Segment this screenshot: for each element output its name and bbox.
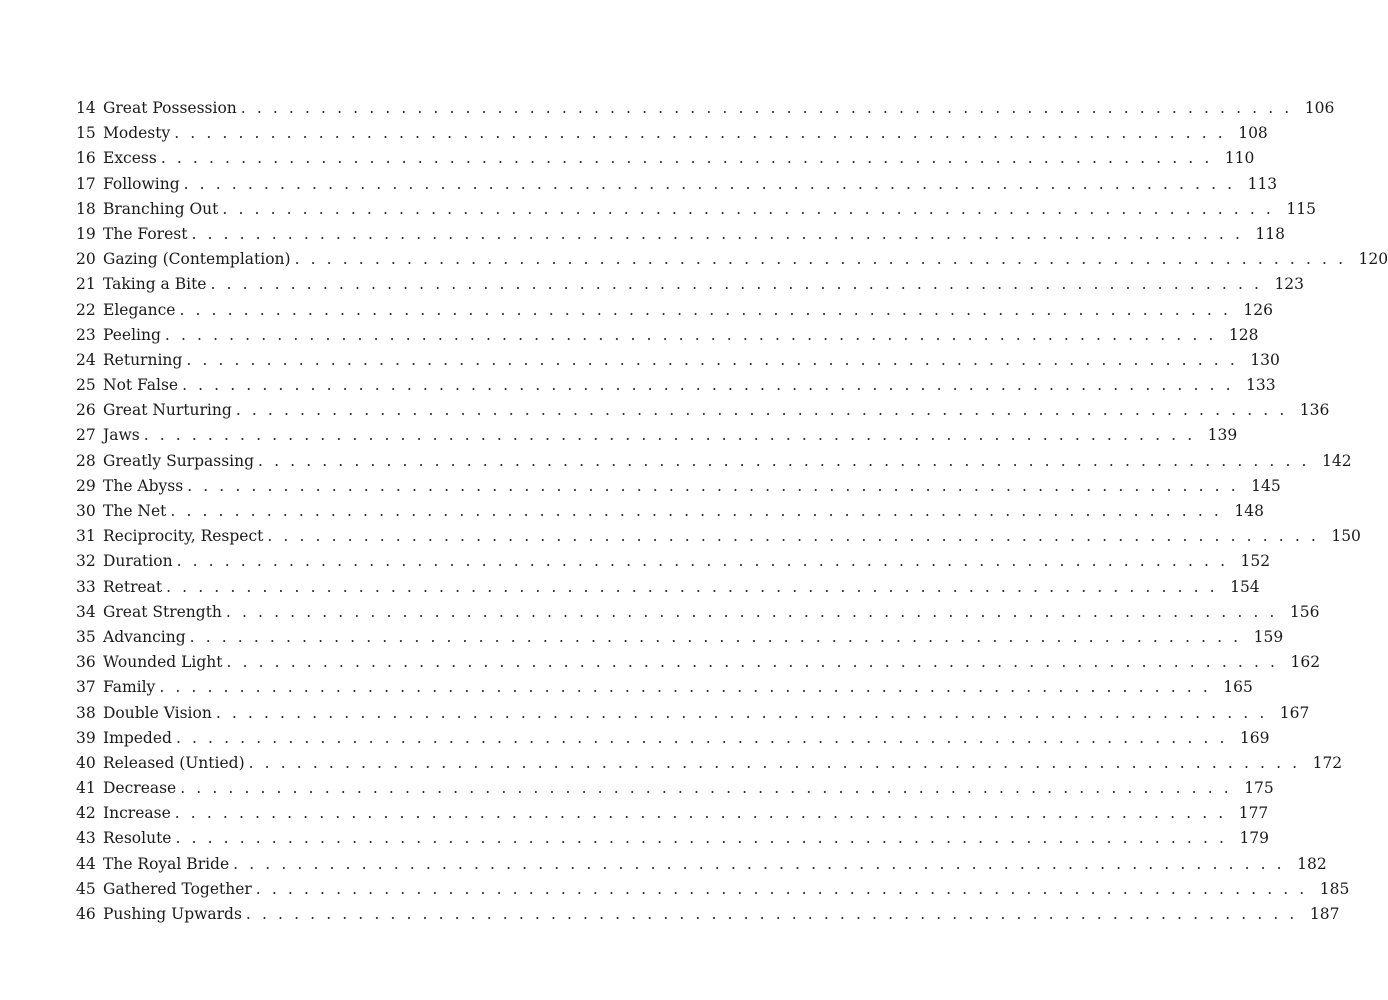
toc-entry[interactable] bbox=[76, 146, 1255, 171]
toc-entry-page: 128 bbox=[1228, 325, 1259, 344]
dot-leader: . . . . . . . . . . . . . . . . . . . . . . . . . . . . . . . . . . . . . . . . . . . . . . . . . . . . . . . . . . . . . . . . . . bbox=[175, 829, 1228, 848]
toc-entry-title: Elegance bbox=[103, 300, 176, 319]
dot-leader: . . . . . . . . . . . . . . . . . . . . . . . . . . . . . . . . . . . . . . . . . . . . . . . . . . . . . . . . . . . . . . . . . . bbox=[180, 779, 1232, 798]
toc-entry-page: 182 bbox=[1297, 854, 1327, 873]
toc-entry-number: 40 bbox=[76, 753, 96, 772]
toc-entry-number: 15 bbox=[76, 124, 96, 143]
toc-entry-title: Increase bbox=[103, 804, 171, 823]
toc-entry-title: Great Nurturing bbox=[103, 401, 232, 420]
toc-entry-number: 35 bbox=[76, 627, 96, 646]
toc-entry-title: The Abyss bbox=[103, 476, 184, 495]
toc-entry-page: 148 bbox=[1234, 502, 1264, 520]
toc-entry-title: Gathered Together bbox=[103, 879, 252, 898]
toc-entry-page: 139 bbox=[1207, 426, 1238, 445]
toc-entry[interactable] bbox=[76, 625, 1284, 650]
dot-leader: . . . . . . . . . . . . . . . . . . . . . . . . . . . . . . . . . . . . . . . . . . . . . . . . . . . . . . . . . . . . . . . . . . bbox=[294, 250, 1347, 269]
toc-entry-number: 45 bbox=[76, 879, 96, 898]
toc-entry-page: 187 bbox=[1309, 905, 1340, 923]
toc-entry-title: The Net bbox=[103, 502, 167, 520]
toc-entry-title: Following bbox=[103, 174, 180, 193]
toc-entry-number: 25 bbox=[76, 376, 96, 395]
dot-leader: . . . . . . . . . . . . . . . . . . . . . . . . . . . . . . . . . . . . . . . . . . . . . . . . . . . . . . . . . . . . . . . . . . bbox=[191, 224, 1243, 243]
dot-leader: . . . . . . . . . . . . . . . . . . . . . . . . . . . . . . . . . . . . . . . . . . . . . . . . . . . . . . . . . . . . . . . . . . bbox=[179, 300, 1231, 319]
toc-entry[interactable] bbox=[76, 348, 1280, 373]
dot-leader: . . . . . . . . . . . . . . . . . . . . . . . . . . . . . . . . . . . . . . . . . . . . . . . . . . . . . . . . . . . . . . . . . . bbox=[258, 451, 1310, 470]
toc-entry[interactable] bbox=[76, 726, 1270, 751]
dot-leader: . . . . . . . . . . . . . . . . . . . . . . . . . . . . . . . . . . . . . . . . . . . . . . . . . . . . . . . . . . . . . . . . . . bbox=[143, 426, 1196, 445]
toc-entry-page: 113 bbox=[1247, 174, 1278, 193]
toc-entry-page: 177 bbox=[1238, 804, 1269, 823]
toc-entry-page: 162 bbox=[1290, 653, 1321, 672]
toc-entry-number: 43 bbox=[76, 829, 96, 848]
dot-leader: . . . . . . . . . . . . . . . . . . . . . . . . . . . . . . . . . . . . . . . . . . . . . . . . . . . . . . . . . . . . . . . . . . bbox=[183, 174, 1236, 193]
toc-entry-number: 18 bbox=[76, 199, 96, 218]
toc-entry[interactable] bbox=[76, 575, 1260, 600]
dot-leader: . . . . . . . . . . . . . . . . . . . . . . . . . . . . . . . . . . . . . . . . . . . . . . . . . . . . . . . . . . . . . . . . . . bbox=[159, 678, 1211, 697]
toc-entry-number: 38 bbox=[76, 703, 96, 722]
toc-entry-page: 123 bbox=[1274, 275, 1305, 294]
toc-entry-page: 142 bbox=[1321, 451, 1352, 470]
toc-entry-number: 27 bbox=[76, 426, 96, 445]
dot-leader: . . . . . . . . . . . . . . . . . . . . . . . . . . . . . . . . . . . . . . . . . . . . . . . . . . . . . . . . . . . . . . . . . . bbox=[226, 653, 1279, 672]
toc-entry[interactable] bbox=[76, 877, 1350, 902]
dot-leader: . . . . . . . . . . . . . . . . . . . . . . . . . . . . . . . . . . . . . . . . . . . . . . . . . . . . . . . . . . . . . . . . . . bbox=[267, 527, 1319, 546]
toc-entry[interactable] bbox=[76, 298, 1273, 323]
toc-entry-page: 154 bbox=[1230, 577, 1260, 596]
toc-entry[interactable] bbox=[76, 701, 1310, 726]
toc-entry[interactable] bbox=[76, 398, 1330, 423]
dot-leader: . . . . . . . . . . . . . . . . . . . . . . . . . . . . . . . . . . . . . . . . . . . . . . . . . . . . . . . . . . . . . . . . . . bbox=[233, 854, 1285, 873]
toc-entry[interactable] bbox=[76, 852, 1327, 877]
dot-leader: . . . . . . . . . . . . . . . . . . . . . . . . . . . . . . . . . . . . . . . . . . . . . . . . . . . . . . . . . . . . . . . . . . bbox=[174, 804, 1227, 823]
toc-entry-title: Returning bbox=[103, 350, 183, 369]
toc-entry-page: 179 bbox=[1239, 829, 1270, 848]
toc-entry[interactable] bbox=[76, 751, 1343, 776]
toc-entry-title: Great Strength bbox=[103, 602, 222, 621]
dot-leader: . . . . . . . . . . . . . . . . . . . . . . . . . . . . . . . . . . . . . . . . . . . . . . . . . . . . . . . . . . . . . . . . . . bbox=[235, 401, 1288, 420]
toc-entry-page: 175 bbox=[1244, 779, 1274, 798]
toc-entry-title: Wounded Light bbox=[103, 653, 223, 672]
dot-leader: . . . . . . . . . . . . . . . . . . . . . . . . . . . . . . . . . . . . . . . . . . . . . . . . . . . . . . . . . . . . . . . . . . bbox=[164, 325, 1217, 344]
toc-entry-title: Excess bbox=[103, 149, 157, 168]
dot-leader: . . . . . . . . . . . . . . . . . . . . . . . . . . . . . . . . . . . . . . . . . . . . . . . . . . . . . . . . . . . . . . . . . . bbox=[248, 753, 1301, 772]
dot-leader: . . . . . . . . . . . . . . . . . . . . . . . . . . . . . . . . . . . . . . . . . . . . . . . . . . . . . . . . . . . . . . . . . . bbox=[222, 199, 1274, 218]
toc-entry[interactable] bbox=[76, 600, 1320, 625]
toc-entry-title: Not False bbox=[103, 376, 179, 395]
toc-entry[interactable] bbox=[76, 826, 1270, 851]
toc-entry-title: The Forest bbox=[103, 224, 188, 243]
toc-entry-title: Jaws bbox=[103, 426, 140, 445]
toc-entry[interactable] bbox=[76, 524, 1361, 549]
toc-entry-number: 31 bbox=[76, 527, 96, 546]
toc-entry-title: Resolute bbox=[103, 829, 172, 848]
toc-entry-number: 20 bbox=[76, 250, 96, 269]
toc-entry-number: 14 bbox=[76, 99, 96, 117]
toc-entry-number: 37 bbox=[76, 678, 96, 697]
toc-entry[interactable] bbox=[76, 247, 1388, 272]
toc-entry-title: Modesty bbox=[103, 124, 171, 143]
dot-leader: . . . . . . . . . . . . . . . . . . . . . . . . . . . . . . . . . . . . . . . . . . . . . . . . . . . . . . . . . . . . . . . . . . bbox=[215, 703, 1268, 722]
toc-entry-page: 165 bbox=[1223, 678, 1253, 697]
toc-entry-number: 17 bbox=[76, 174, 96, 193]
toc-entry-title: Retreat bbox=[103, 577, 163, 596]
toc-entry-number: 23 bbox=[76, 325, 96, 344]
toc-entry-number: 44 bbox=[76, 854, 96, 873]
toc-entry[interactable] bbox=[76, 172, 1278, 197]
toc-entry-number: 22 bbox=[76, 300, 96, 319]
toc-entry-number: 16 bbox=[76, 149, 96, 168]
dot-leader: . . . . . . . . . . . . . . . . . . . . . . . . . . . . . . . . . . . . . . . . . . . . . . . . . . . . . . . . . . . . . . . . . . bbox=[176, 552, 1229, 571]
toc-entry[interactable] bbox=[76, 675, 1253, 700]
toc-entry-page: 106 bbox=[1304, 99, 1335, 117]
toc-entry-number: 26 bbox=[76, 401, 96, 420]
toc-entry[interactable] bbox=[76, 549, 1271, 574]
toc-entry-number: 28 bbox=[76, 451, 96, 470]
table-of-contents bbox=[76, 96, 1388, 927]
toc-entry-title: Double Vision bbox=[103, 703, 212, 722]
toc-entry[interactable] bbox=[76, 272, 1305, 297]
toc-entry-number: 39 bbox=[76, 728, 96, 747]
toc-entry-number: 24 bbox=[76, 350, 96, 369]
toc-entry[interactable] bbox=[76, 902, 1340, 927]
dot-leader: . . . . . . . . . . . . . . . . . . . . . . . . . . . . . . . . . . . . . . . . . . . . . . . . . . . . . . . . . . . . . . . . . . bbox=[160, 149, 1213, 168]
toc-entry-page: 108 bbox=[1238, 124, 1268, 143]
toc-entry-page: 156 bbox=[1289, 602, 1320, 621]
toc-entry[interactable] bbox=[76, 449, 1352, 474]
toc-entry-title: Gazing (Contemplation) bbox=[103, 250, 291, 269]
toc-entry-number: 21 bbox=[76, 275, 96, 294]
toc-entry-page: 118 bbox=[1255, 224, 1285, 243]
toc-entry[interactable] bbox=[76, 222, 1285, 247]
dot-leader: . . . . . . . . . . . . . . . . . . . . . . . . . . . . . . . . . . . . . . . . . . . . . . . . . . . . . . . . . . . . . . . . . . bbox=[166, 577, 1218, 596]
toc-entry-title: Taking a Bite bbox=[103, 275, 207, 294]
dot-leader: . . . . . . . . . . . . . . . . . . . . . . . . . . . . . . . . . . . . . . . . . . . . . . . . . . . . . . . . . . . . . . . . . . bbox=[210, 275, 1263, 294]
toc-entry-number: 42 bbox=[76, 804, 96, 823]
toc-entry[interactable] bbox=[76, 499, 1264, 524]
toc-entry-page: 115 bbox=[1286, 199, 1316, 218]
toc-entry-number: 32 bbox=[76, 552, 96, 571]
toc-entry-page: 159 bbox=[1253, 627, 1284, 646]
dot-leader: . . . . . . . . . . . . . . . . . . . . . . . . . . . . . . . . . . . . . . . . . . . . . . . . . . . . . . . . . . . . . . . . . . bbox=[245, 905, 1298, 923]
toc-entry-title: Pushing Upwards bbox=[103, 905, 242, 923]
toc-entry-title: Peeling bbox=[103, 325, 161, 344]
toc-entry[interactable] bbox=[76, 121, 1268, 146]
toc-entry[interactable] bbox=[76, 474, 1281, 499]
toc-entry-number: 19 bbox=[76, 224, 96, 243]
toc-entry-title: Released (Untied) bbox=[103, 753, 245, 772]
dot-leader: . . . . . . . . . . . . . . . . . . . . . . . . . . . . . . . . . . . . . . . . . . . . . . . . . . . . . . . . . . . . . . . . . . bbox=[255, 879, 1308, 898]
toc-entry-number: 46 bbox=[76, 905, 96, 923]
toc-entry-title: Branching Out bbox=[103, 199, 219, 218]
toc-entry-title: The Royal Bride bbox=[103, 854, 230, 873]
dot-leader: . . . . . . . . . . . . . . . . . . . . . . . . . . . . . . . . . . . . . . . . . . . . . . . . . . . . . . . . . . . . . . . . . . bbox=[186, 350, 1238, 369]
toc-entry-number: 30 bbox=[76, 502, 96, 520]
dot-leader: . . . . . . . . . . . . . . . . . . . . . . . . . . . . . . . . . . . . . . . . . . . . . . . . . . . . . . . . . . . . . . . . . . bbox=[182, 376, 1234, 395]
toc-entry[interactable] bbox=[76, 96, 1335, 121]
toc-entry-page: 110 bbox=[1224, 149, 1255, 168]
toc-entry[interactable] bbox=[76, 373, 1276, 398]
toc-entry[interactable] bbox=[76, 197, 1316, 222]
dot-leader: . . . . . . . . . . . . . . . . . . . . . . . . . . . . . . . . . . . . . . . . . . . . . . . . . . . . . . . . . . . . . . . . . . bbox=[174, 124, 1226, 143]
toc-entry-number: 41 bbox=[76, 779, 96, 798]
toc-entry[interactable] bbox=[76, 423, 1238, 448]
toc-entry-number: 29 bbox=[76, 476, 96, 495]
toc-entry-page: 172 bbox=[1312, 753, 1343, 772]
toc-entry-page: 152 bbox=[1240, 552, 1271, 571]
toc-entry-page: 145 bbox=[1251, 476, 1281, 495]
dot-leader: . . . . . . . . . . . . . . . . . . . . . . . . . . . . . . . . . . . . . . . . . . . . . . . . . . . . . . . . . . . . . . . . . . bbox=[189, 627, 1242, 646]
toc-entry-page: 126 bbox=[1243, 300, 1273, 319]
dot-leader: . . . . . . . . . . . . . . . . . . . . . . . . . . . . . . . . . . . . . . . . . . . . . . . . . . . . . . . . . . . . . . . . . . bbox=[170, 502, 1222, 520]
toc-entry-page: 136 bbox=[1299, 401, 1330, 420]
toc-entry-title: Decrease bbox=[103, 779, 177, 798]
toc-entry-title: Impeded bbox=[103, 728, 172, 747]
toc-entry-page: 185 bbox=[1319, 879, 1350, 898]
toc-entry-title: Great Possession bbox=[103, 99, 237, 117]
toc-entry[interactable] bbox=[76, 323, 1259, 348]
dot-leader: . . . . . . . . . . . . . . . . . . . . . . . . . . . . . . . . . . . . . . . . . . . . . . . . . . . . . . . . . . . . . . . . . . bbox=[225, 602, 1278, 621]
toc-entry-title: Duration bbox=[103, 552, 173, 571]
toc-entry-title: Family bbox=[103, 678, 156, 697]
toc-entry-number: 34 bbox=[76, 602, 96, 621]
toc-entry-title: Advancing bbox=[103, 627, 186, 646]
toc-entry-title: Reciprocity, Respect bbox=[103, 527, 264, 546]
toc-entry-page: 167 bbox=[1279, 703, 1310, 722]
toc-entry[interactable] bbox=[76, 650, 1321, 675]
toc-entry-page: 133 bbox=[1246, 376, 1276, 395]
dot-leader: . . . . . . . . . . . . . . . . . . . . . . . . . . . . . . . . . . . . . . . . . . . . . . . . . . . . . . . . . . . . . . . . . . bbox=[187, 476, 1239, 495]
toc-entry-page: 120 bbox=[1358, 250, 1388, 269]
toc-entry-page: 169 bbox=[1239, 728, 1270, 747]
toc-entry-title: Greatly Surpassing bbox=[103, 451, 255, 470]
dot-leader: . . . . . . . . . . . . . . . . . . . . . . . . . . . . . . . . . . . . . . . . . . . . . . . . . . . . . . . . . . . . . . . . . . bbox=[240, 99, 1293, 117]
toc-entry-number: 36 bbox=[76, 653, 96, 672]
toc-entry[interactable] bbox=[76, 776, 1274, 801]
toc-entry-page: 130 bbox=[1250, 350, 1280, 369]
toc-entry[interactable] bbox=[76, 801, 1269, 826]
dot-leader: . . . . . . . . . . . . . . . . . . . . . . . . . . . . . . . . . . . . . . . . . . . . . . . . . . . . . . . . . . . . . . . . . . bbox=[175, 728, 1228, 747]
toc-entry-number: 33 bbox=[76, 577, 96, 596]
toc-entry-page: 150 bbox=[1331, 527, 1361, 546]
